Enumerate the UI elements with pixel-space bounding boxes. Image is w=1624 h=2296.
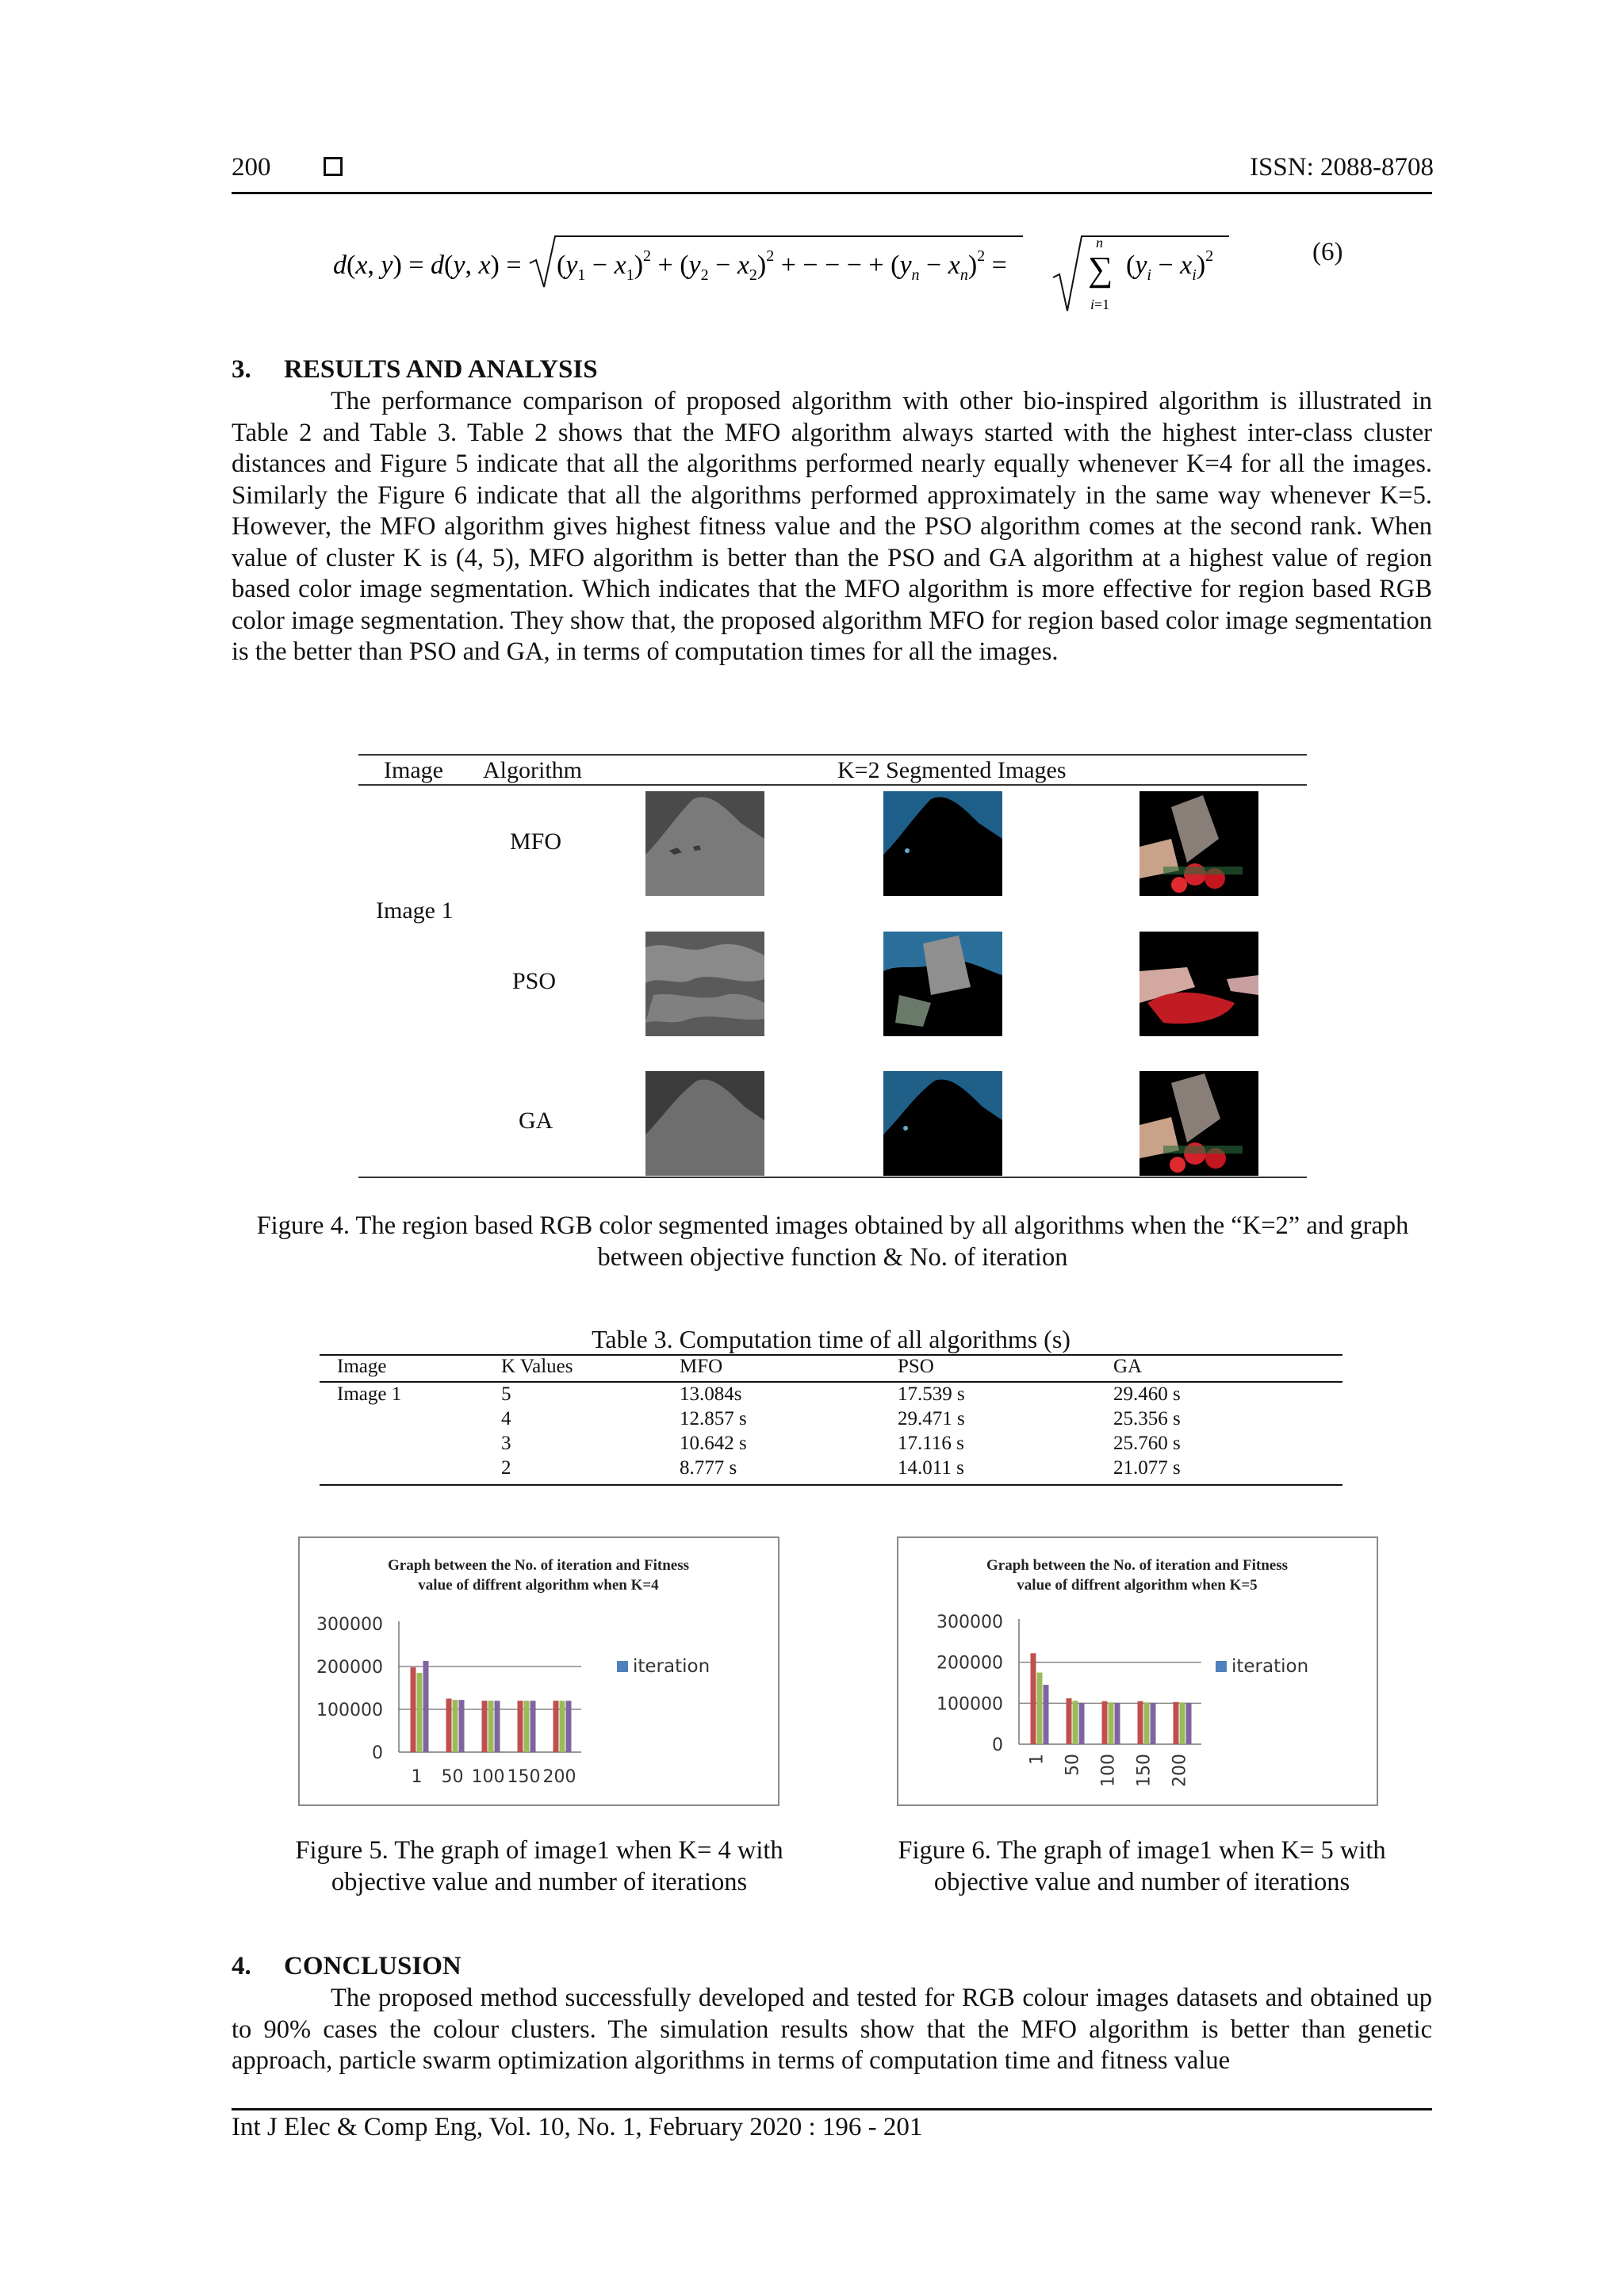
bar-s3-100 — [1109, 1702, 1114, 1744]
mfo-tower-flowers-image — [1139, 791, 1258, 896]
bar-s2-50 — [446, 1699, 452, 1753]
table-cell: 14.011 s — [898, 1457, 964, 1479]
y-tick-label: 0 — [992, 1735, 1003, 1755]
figure-5-caption: Figure 5. The graph of image1 when K= 4 with objective value and number of iterations — [295, 1836, 783, 1896]
table-cell: 25.760 s — [1113, 1433, 1181, 1454]
bar-s4-1 — [423, 1661, 429, 1752]
bar-s4-50 — [1079, 1703, 1085, 1744]
x-tick-label: 150 — [507, 1767, 541, 1787]
figure-4-caption: Figure 4. The region based RGB color segmented images obtained by all algorithms when the “K=2” and graph between objective function & No. of iteration — [256, 1211, 1409, 1272]
section-title-results: 3. RESULTS AND ANALYSIS — [232, 355, 598, 384]
bar-s4-50 — [459, 1700, 465, 1752]
y-tick-label: 100000 — [936, 1694, 1003, 1715]
chart-title-line: value of diffrent algorithm when K=5 — [1017, 1577, 1258, 1594]
y-tick-label: 0 — [372, 1743, 383, 1763]
header-rule — [232, 192, 1432, 194]
chart-k4 — [298, 1536, 779, 1806]
table-cell: 29.460 s — [1113, 1383, 1181, 1405]
chart-k4-svg — [300, 1538, 778, 1804]
page-number: 200 — [232, 153, 271, 182]
bar-s4-200 — [566, 1701, 572, 1752]
fig4-algo-pso: PSO — [512, 968, 557, 994]
bar-s4-100 — [495, 1701, 500, 1752]
x-tick-label: 50 — [441, 1767, 464, 1787]
legend-swatch — [617, 1661, 628, 1672]
fig4-image-label: Image 1 — [376, 897, 454, 924]
svg-text:(yi − xi)2: $(y_i - x_i)^2$ — [1126, 247, 1214, 284]
fig4-algo-ga: GA — [519, 1108, 553, 1134]
bar-s4-1 — [1044, 1685, 1049, 1744]
bar-s3-50 — [1073, 1701, 1078, 1744]
table-cell: 3 — [501, 1433, 511, 1454]
fig4-bottom-rule — [358, 1177, 1307, 1178]
ga-color-segment-image — [883, 1071, 1002, 1176]
y-tick-label: 200000 — [316, 1658, 383, 1678]
pso-gray-segment-image — [645, 932, 764, 1036]
bar-s2-1 — [1031, 1653, 1036, 1744]
bar-s2-200 — [1174, 1702, 1179, 1744]
bar-s3-200 — [1180, 1702, 1185, 1744]
x-tick-label: 150 — [1134, 1754, 1155, 1787]
table-cell: 8.777 s — [680, 1457, 737, 1479]
bar-s4-200 — [1186, 1703, 1192, 1744]
distance-equation — [333, 230, 1443, 317]
bar-s3-150 — [1144, 1702, 1150, 1744]
table-header-rule — [320, 1381, 1342, 1383]
bar-s2-50 — [1067, 1698, 1072, 1744]
svg-text:i=1: i=1 — [1090, 297, 1110, 312]
chart-k5-svg — [898, 1538, 1377, 1804]
col-header-image: Image — [337, 1356, 387, 1377]
mfo-gray-segment-image — [645, 791, 764, 896]
table-cell: 10.642 s — [680, 1433, 747, 1454]
table-cell: 17.539 s — [898, 1383, 965, 1405]
legend-swatch — [1216, 1661, 1227, 1672]
x-tick-label: 100 — [471, 1767, 505, 1787]
bar-s2-200 — [553, 1701, 559, 1752]
pso-flowers-image — [1139, 932, 1258, 1036]
bar-s4-100 — [1115, 1703, 1120, 1744]
fig4-header-image: Image — [384, 757, 443, 783]
table-cell: 5 — [501, 1383, 511, 1405]
x-tick-label: 100 — [1098, 1754, 1119, 1787]
bar-s4-150 — [530, 1701, 536, 1752]
chart-k5 — [897, 1536, 1378, 1806]
x-tick-label: 200 — [542, 1767, 576, 1787]
table-cell: 2 — [501, 1457, 511, 1479]
fig4-header-rule — [358, 784, 1307, 786]
col-header-mfo: MFO — [680, 1356, 723, 1377]
pso-color-segment-image — [883, 932, 1002, 1036]
footer-rule — [232, 2108, 1432, 2110]
table-cell: 21.077 s — [1113, 1457, 1181, 1479]
figure-6-caption: Figure 6. The graph of image1 when K= 5 with objective value and number of iterations — [898, 1836, 1386, 1896]
bar-s3-50 — [453, 1700, 458, 1752]
fig4-header-algorithm: Algorithm — [483, 757, 582, 783]
bar-s3-100 — [488, 1701, 494, 1752]
table-bottom-rule — [320, 1484, 1342, 1486]
square-icon — [324, 157, 343, 176]
table-cell: 29.471 s — [898, 1408, 965, 1429]
section-title-conclusion: 4. CONCLUSION — [232, 1952, 462, 1980]
col-header-ga: GA — [1113, 1356, 1143, 1377]
fig4-top-rule — [358, 754, 1307, 756]
y-tick-label: 300000 — [316, 1615, 383, 1635]
results-paragraph: The performance comparison of proposed algorithm with other bio-inspired algorithm is illustrated in Table 2 and Table 3. Table 2 shows that the MFO algorithm always started with the highest inter-class cluster distances and Figure 5 indicate that all the algorithms performed nearly equally whenever K=4 for all the images. Similarly the Figure 6 indicate that all the algorithms performed approximately in the same way whenever K=5. However, the MFO algorithm gives highest fitness value and the PSO algorithm comes at the second rank. When value of cluster K is (4, 5), MFO algorithm is better than the PSO and GA algorithm at a highest value of region based color image segmentation. Which indicates that the MFO algorithm is more effective for region based RGB color image segmentation. They show that, the proposed algorithm MFO for region based color image segmentation is the better than PSO and GA, in terms of computation times for all the images. — [232, 387, 1432, 666]
bar-s2-150 — [1138, 1701, 1143, 1744]
bar-s2-100 — [1102, 1701, 1108, 1744]
issn: ISSN: 2088-8708 — [1250, 153, 1434, 182]
col-header-pso: PSO — [898, 1356, 934, 1377]
table-image-label: Image 1 — [337, 1383, 402, 1405]
svg-text:d(x, y) = d(y, x) =: d(x, y) = d(y, x) = — [333, 251, 522, 280]
svg-text:n: n — [1096, 235, 1103, 251]
table-cell: 13.084s — [680, 1383, 742, 1405]
x-tick-label: 50 — [1063, 1754, 1083, 1776]
bar-s2-150 — [518, 1701, 523, 1752]
x-tick-label: 200 — [1170, 1754, 1190, 1787]
bar-s3-200 — [560, 1701, 565, 1752]
legend-label: iteration — [1231, 1656, 1309, 1677]
table-top-rule — [320, 1354, 1342, 1356]
table-cell: 4 — [501, 1408, 511, 1429]
svg-text:(y1 − x1)2 + (y2 − x2)2 + − −: $(y_1 - x_1)^2 + (y_2 - x_2)^2$ + − − − + $(y_n - x_n)^2$ = — [557, 247, 1007, 284]
table-cell: 25.356 s — [1113, 1408, 1181, 1429]
fig4-algo-mfo: MFO — [510, 828, 562, 855]
x-tick-label: 1 — [1027, 1754, 1048, 1765]
chart-title-line: value of diffrent algorithm when K=4 — [418, 1577, 659, 1594]
bar-s4-150 — [1151, 1703, 1156, 1744]
y-tick-label: 300000 — [936, 1613, 1003, 1632]
mfo-color-segment-image — [883, 791, 1002, 896]
bar-s2-100 — [482, 1701, 488, 1752]
bar-s2-1 — [411, 1667, 416, 1752]
equation-number: (6) — [1312, 238, 1343, 266]
col-header-k: K Values — [501, 1356, 573, 1377]
figure-4 — [358, 754, 1307, 1178]
y-tick-label: 100000 — [316, 1701, 383, 1720]
y-tick-label: 200000 — [936, 1653, 1003, 1674]
table-cell: 17.116 s — [898, 1433, 964, 1454]
legend-label: iteration — [633, 1656, 710, 1677]
chart-title-line: Graph between the No. of iteration and Fitness — [388, 1557, 689, 1574]
chart-title-line: Graph between the No. of iteration and Fitness — [986, 1557, 1288, 1574]
x-tick-label: 1 — [411, 1767, 423, 1787]
ga-gray-segment-image — [645, 1071, 764, 1176]
svg-text:∑: ∑ — [1088, 250, 1113, 289]
bar-s3-1 — [417, 1673, 423, 1752]
footer-citation: Int J Elec & Comp Eng, Vol. 10, No. 1, February 2020 : 196 - 201 — [232, 2113, 923, 2141]
bar-s3-1 — [1037, 1673, 1043, 1744]
ga-tower-flowers-image — [1139, 1071, 1258, 1176]
fig4-header-segmented: K=2 Segmented Images — [837, 757, 1067, 783]
conclusion-paragraph: The proposed method successfully developed and tested for RGB colour images datasets and obtained up to 90% cases the colour clusters. The simulation results show that the MFO algorithm is better than genetic approach, particle swarm optimization algorithms in terms of computation time and fitness value — [232, 1984, 1432, 2075]
table-3-title: Table 3. Computation time of all algorithms (s) — [592, 1325, 1071, 1353]
bar-s3-150 — [524, 1701, 530, 1752]
table-cell: 12.857 s — [680, 1408, 747, 1429]
